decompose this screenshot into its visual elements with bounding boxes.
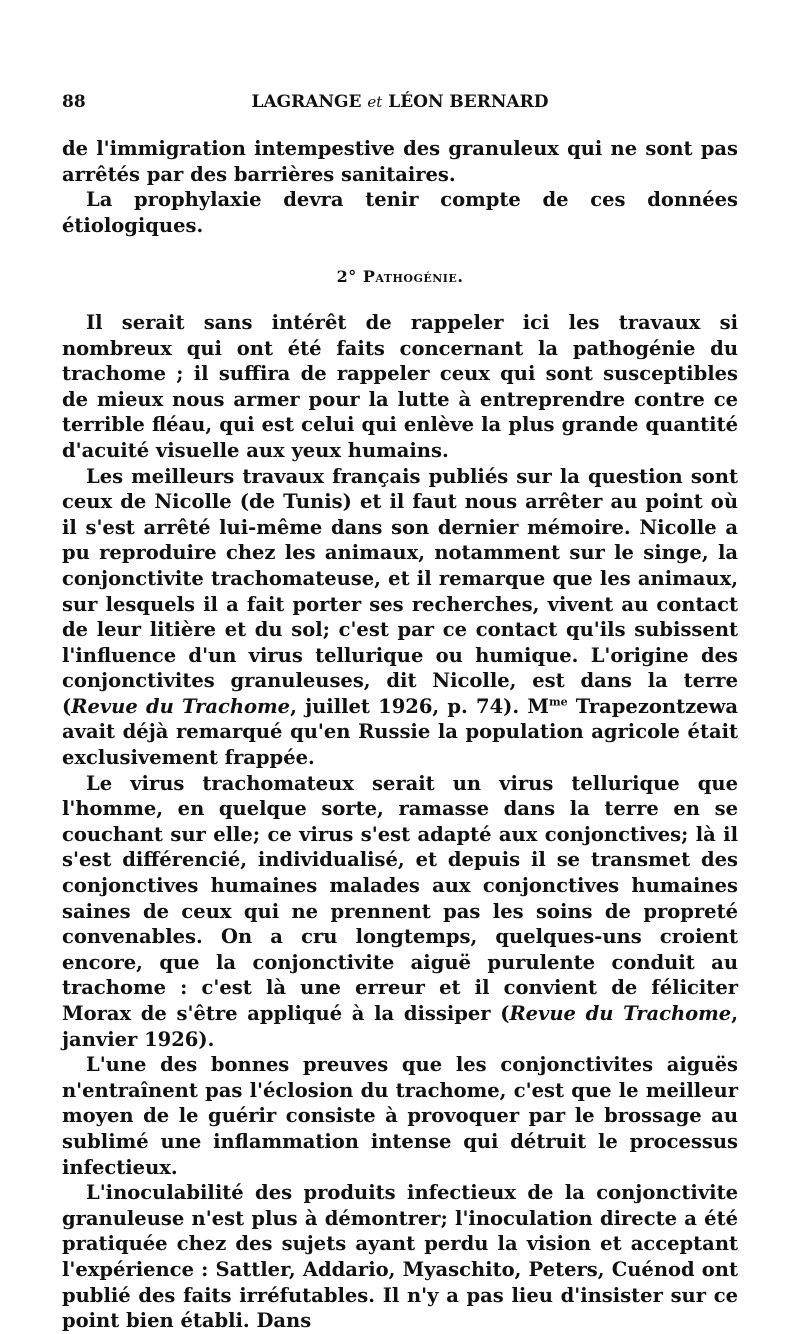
paragraph-prophylaxie: La prophylaxie devra tenir compte de ces données étiologiques. bbox=[62, 188, 738, 237]
page-number: 88 bbox=[62, 92, 86, 112]
paragraph-virus-text-a: Le virus trachomateux serait un virus tellurique que l'homme, en quelque sorte, ramasse dans la terre en se couchant sur elle; ce virus s'est adapté aux conjonctives; là il s'est différencié, individualisé, et depuis il se transmet des conjonctives humaines malades aux conjonctives humaines saines de ceux qui ne prennent pas les soins de propreté convenables. On a cru longtemps, quelques-uns croient encore, que la conjonctivite aiguë purulente conduit au trachome : c'est là une erreur et il convient de féliciter Morax de s'être appliqué à la dissiper ( bbox=[62, 771, 738, 1025]
paragraph-nicolle bbox=[62, 464, 738, 771]
paragraph-inoculabilite: L'inoculabilité des produits infectieux de la conjonctivite granuleuse n'est plus à démontrer; l'inoculation directe a été pratiquée chez des sujets ayant perdu la vision et acceptant l'expérience : Sattler, Addario, Myaschito, Peters, Cuénod ont publié des faits irréfutables. Il n'y a pas lieu d'insister sur ce point bien établi. Dans bbox=[62, 1181, 738, 1333]
section-number: 2° bbox=[336, 267, 357, 287]
paragraph-nicolle-text-b: , juillet 1926, p. 74). M bbox=[290, 694, 549, 718]
section-title: Pathogénie. bbox=[362, 267, 464, 287]
paragraph-nicolle-text-a: Les meilleurs travaux français publiés sur la question sont ceux de Nicolle (de Tunis) et il faut nous arrêter au point où il s'est arrêté lui-même dans son dernier mémoire. Nicolle a pu reproduire chez les animaux, notamment sur le singe, la conjonctivite trachomateuse, et il remarque que les animaux, sur lesquels il a fait porter ses recherches, vivent au contact de leur litière et du sol; c'est par ce contact qu'ils subissent l'influence d'un virus tellurique ou humique. L'origine des conjonctivites granuleuses, dit Nicolle, est dans la terre ( bbox=[62, 464, 738, 718]
author-lagrange: LAGRANGE bbox=[251, 92, 362, 112]
page-body bbox=[62, 136, 738, 1334]
paragraph-preuves: L'une des bonnes preuves que les conjonctivites aiguës n'entraînent pas l'éclosion du trachome, c'est que le meilleur moyen de le guérir consiste à provoquer par le brossage au sublimé une inflammation intense qui détruit le processus infectieux. bbox=[62, 1053, 738, 1179]
abbreviation-superscript: me bbox=[548, 695, 568, 709]
author-bernard: LÉON BERNARD bbox=[388, 92, 549, 112]
author-conjunction: et bbox=[367, 93, 383, 111]
paragraph-nicolle-text-c: Trapezontzewa avait déjà remarqué qu'en Russie la population agricole était exclusivement frappée. bbox=[62, 694, 739, 770]
paragraph-travaux: Il serait sans intérêt de rappeler ici les travaux si nombreux qui ont été faits concernant la pathogénie du trachome ; il suffira de rappeler ceux qui sont susceptibles de mieux nous armer pour la lutte à entreprendre contre ce terrible fléau, qui est celui qui enlève la plus grande quantité d'acuité visuelle aux yeux humains. bbox=[62, 310, 738, 462]
running-header bbox=[62, 88, 738, 118]
paragraph-virus-text-b: , janvier 1926). bbox=[62, 1002, 739, 1051]
running-title bbox=[62, 92, 738, 112]
citation-revue-trachome-2: Revue du Trachome bbox=[509, 1002, 732, 1025]
paragraph-virus bbox=[62, 771, 738, 1053]
paragraph-continuation: de l'immigration intempestive des granuleux qui ne sont pas arrêtés par des barrières sanitaires. bbox=[62, 137, 738, 186]
citation-revue-trachome: Revue du Trachome bbox=[71, 694, 291, 718]
section-heading bbox=[62, 264, 738, 290]
